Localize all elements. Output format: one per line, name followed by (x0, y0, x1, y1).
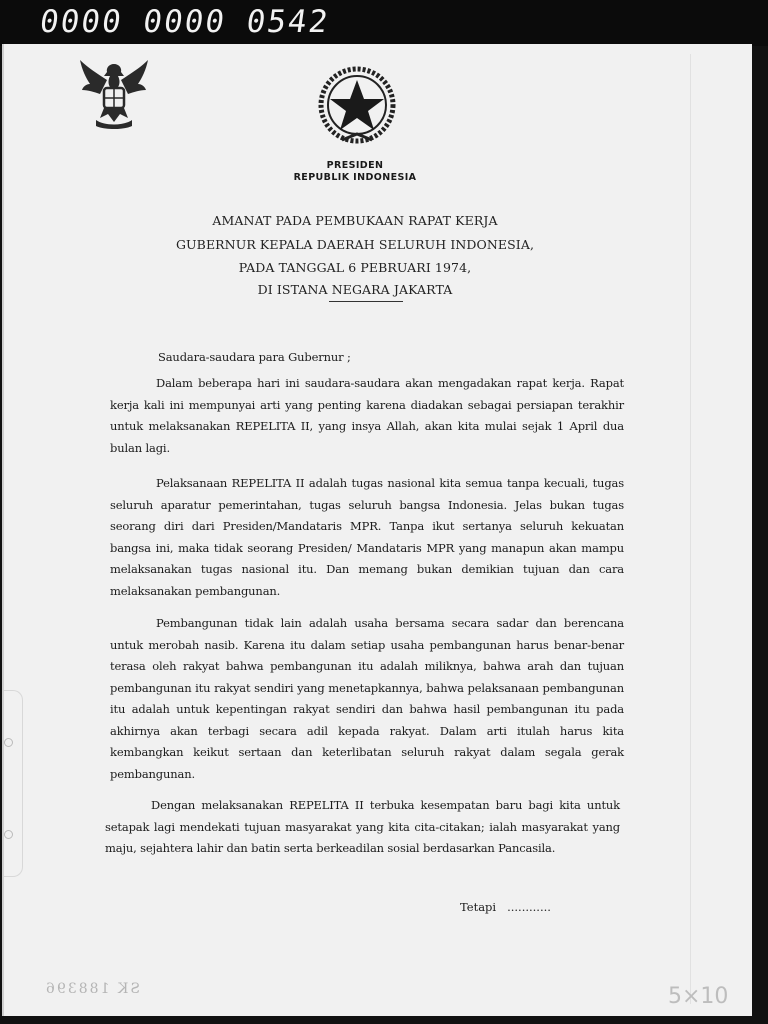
paragraph-3: Pembangunan tidak lain adalah usaha bersama secara sadar dan berencana untuk merobah nasib. Karena itu dalam setiap usaha pembangunan harus benar-benar terasa oleh rakyat bahwa pembangunan itu adalah miliknya, bahwa arah dan tujuan pembangunan itu rakyat sendiri yang menetapkannya, bahwa pelaksanaan pembangunan itu adalah untuk kepentingan rakyat sendiri dan bahwa hasil pembangunan itu pada akhirnya akan terbagi secara adil kepada rakyat. Dalam arti itulah harus kita kembangkan keikut sertaan dan keterlibatan seluruh rakyat dalam segala gerak pembangunan. (110, 616, 624, 781)
office-line-2: REPUBLIK INDONESIA (293, 172, 417, 183)
paragraph-2: Pelaksanaan REPELITA II adalah tugas nasional kita semua tanpa kecuali, tugas seluruh aparatur pemerintahan, tugas seluruh bangsa Indonesia. Jelas bukan tugas seorang diri dari Presiden/Mandataris MPR. Tanpa ikut sertanya seluruh kekuatan bangsa ini, maka tidak seorang Presiden/ Mandataris MPR yang manapun akan mampu melaksanakan tugas nasional itu. Dan memang bukan demikian tujuan dan cara melaksanakan pembangunan. (110, 476, 624, 598)
presidential-star-wreath-icon (314, 64, 400, 150)
title-line-4: DI ISTANA NEGARA JAKARTA (257, 282, 453, 297)
title-line-1: AMANAT PADA PEMBUKAAN RAPAT KERJA (212, 213, 498, 228)
garuda-pancasila-emblem-icon (74, 54, 154, 134)
page-edge-line (690, 54, 691, 1004)
title-line-2: GUBERNUR KEPALA DAERAH SELURUH INDONESIA, (175, 237, 535, 252)
frame-mark: 5×10 (668, 984, 729, 1009)
paragraph-4: Dengan melaksanakan REPELITA II terbuka kesempatan baru bagi kita untuk setapak lagi mendekati tujuan masyarakat yang kita cita-citakan; ialah masyarakat yang maju, sejahtera lahir dan batin serta berkeadilan sosial berdasarkan Pancasila. (105, 798, 620, 855)
film-frame-number: 0000 0000 0542 (37, 4, 332, 40)
salutation: Saudara-saudara para Gubernur ; (158, 350, 351, 364)
office-line-1: PRESIDEN (326, 160, 384, 171)
title-line-3: PADA TANGGAL 6 PEBRUARI 1974, (238, 260, 472, 275)
page-fold-shadow (4, 690, 23, 877)
paragraph-1: Dalam beberapa hari ini saudara-saudara akan mengadakan rapat kerja. Rapat kerja kali ini mempunyai arti yang penting karena diadakan sebagai persiapan terakhir untuk melaksanakan REPELITA II, yang insya Allah, akan kita mulai sejak 1 April dua bulan lagi. (110, 376, 624, 455)
binding-hole (4, 738, 13, 747)
closing-catchword: Tetapi ............ (460, 900, 551, 914)
archive-stamp: SK 188396 (44, 981, 140, 997)
binding-hole (4, 830, 13, 839)
microfilm-header-bar (0, 0, 768, 46)
title-underline (329, 301, 403, 302)
